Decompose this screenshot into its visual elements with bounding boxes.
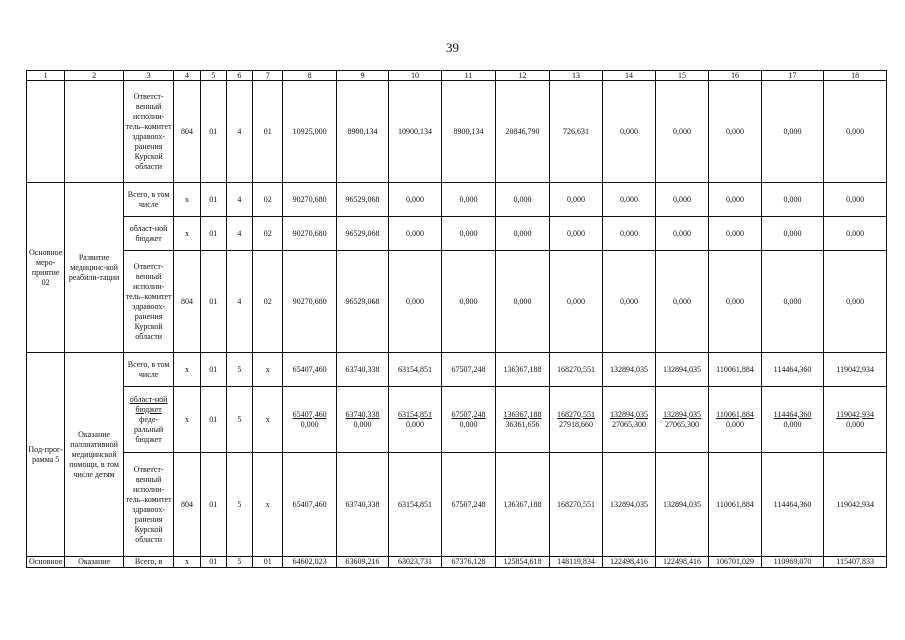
cell-value: 132894,035 (655, 353, 708, 387)
cell-value: 90270,680 (283, 183, 336, 217)
cell-code: 01 (200, 353, 226, 387)
cell-value: 63154,851 (398, 409, 433, 419)
cell-value: 0,000 (846, 419, 865, 429)
cell-value: 110061,884 (709, 353, 761, 387)
cell-value: 136367,188 (496, 353, 549, 387)
cell-value: 0,000 (709, 217, 761, 251)
cell-description: Всего, в том числе (123, 353, 173, 387)
cell-value: 63740,338 (336, 453, 388, 557)
cell-value: 0,000 (603, 81, 655, 183)
cell-value: 67376,128 (441, 557, 496, 568)
cell-value-pair (336, 387, 388, 453)
cell-code: 01 (200, 453, 226, 557)
cell-value: 0,000 (441, 183, 496, 217)
cell-event-title: Развитие медицинс-кой реабили-тации (65, 183, 124, 353)
cell-value: 114464,360 (773, 409, 812, 419)
cell-value: 63154,851 (389, 453, 441, 557)
cell-value: 110061,884 (716, 409, 754, 419)
cell-code: 01 (200, 81, 226, 183)
cell-value-pair (603, 387, 655, 453)
cell-value: 8900,134 (336, 81, 388, 183)
cell-value: 119042,934 (836, 409, 874, 419)
cell-value: 0,000 (389, 251, 441, 353)
cell-code: 5 (226, 557, 252, 568)
cell-code: 02 (253, 183, 283, 217)
cell-description: Ответст-венный исполни-тель–комитет здравоох-ранения Курской области (123, 251, 173, 353)
cell-description: Всего, в том числе (123, 183, 173, 217)
cell-value: 132894,035 (603, 353, 655, 387)
table-row (27, 353, 887, 387)
cell-code: 5 (226, 387, 252, 453)
cell-value: 0,000 (406, 419, 425, 429)
cell-value: 64602,023 (283, 557, 336, 568)
cell-value: 67507,248 (441, 453, 496, 557)
page-number: 39 (446, 40, 459, 55)
col-header: 5 (200, 71, 226, 81)
header-row (27, 71, 887, 81)
cell-value: 0,000 (496, 217, 549, 251)
cell-description: Ответст-венный исполни-тель–комитет здравоох-ранения Курской области (123, 81, 173, 183)
cell-value: 114464,360 (761, 353, 824, 387)
cell-code: х (174, 557, 200, 568)
cell-value: 0,000 (655, 217, 708, 251)
cell-code: 804 (174, 81, 200, 183)
table-row (27, 81, 887, 183)
cell-value: 0,000 (709, 81, 761, 183)
cell-code: 01 (200, 251, 226, 353)
col-header: 13 (549, 71, 602, 81)
cell-value: 67507,248 (441, 353, 496, 387)
cell-value: 27065,300 (664, 419, 699, 429)
cell-value: 0,000 (603, 217, 655, 251)
cell-value-pair (549, 387, 602, 453)
cell-value: 168270,551 (557, 409, 595, 419)
cell-value: 63740,338 (345, 409, 380, 419)
col-header: 18 (824, 71, 887, 81)
cell-value: 0,000 (824, 217, 887, 251)
cell-value: 0,000 (783, 419, 802, 429)
cell-code: 4 (226, 251, 252, 353)
cell-event-name: Основное меро-приятие 02 (27, 183, 65, 353)
cell-value: 63023,731 (389, 557, 441, 568)
cell-code: 804 (174, 453, 200, 557)
cell-code: 01 (200, 387, 226, 453)
table-row (27, 453, 887, 557)
cell-code: 01 (253, 81, 283, 183)
cell-value: 0,000 (655, 81, 708, 183)
col-header: 14 (603, 71, 655, 81)
cell-description: Всего, в (123, 557, 173, 568)
cell-code: х (174, 353, 200, 387)
cell-value: 132894,035 (662, 409, 701, 419)
cell-value: 132894,035 (655, 453, 708, 557)
cell-value: 119042,934 (824, 353, 887, 387)
cell-value: 136367,188 (503, 409, 542, 419)
col-header: 11 (441, 71, 496, 81)
cell-value: 0,000 (725, 419, 744, 429)
cell-value: 114464,360 (761, 453, 824, 557)
col-header: 7 (253, 71, 283, 81)
cell-value: 0,000 (389, 183, 441, 217)
col-header: 8 (283, 71, 336, 81)
cell-value: 96529,068 (336, 183, 388, 217)
cell-value: 0,000 (300, 419, 319, 429)
cell-code: 5 (226, 353, 252, 387)
cell-value: 0,000 (655, 251, 708, 353)
cell-value: 8900,134 (441, 81, 496, 183)
cell-value: 132894,035 (603, 453, 655, 557)
cell-value: 63740,338 (336, 353, 388, 387)
cell-value: 122498,416 (655, 557, 708, 568)
cell-value: 0,000 (709, 251, 761, 353)
cell-code: 804 (174, 251, 200, 353)
col-header: 12 (496, 71, 549, 81)
cell-value: 168270,551 (549, 353, 602, 387)
cell-value: 122498,416 (603, 557, 655, 568)
cell-value: 119042,934 (824, 453, 887, 557)
cell-value: 0,000 (549, 217, 602, 251)
cell-value: 10900,134 (389, 81, 441, 183)
cell-value: 168270,551 (549, 453, 602, 557)
col-header: 4 (174, 71, 200, 81)
cell-code: х (253, 453, 283, 557)
cell-value-pair (283, 387, 336, 453)
cell-code: 01 (253, 557, 283, 568)
cell-value: 0,000 (761, 183, 824, 217)
cell-description: Ответст-венный исполни-тель–комитет здравоох-ранения Курской области (123, 453, 173, 557)
cell-value: 110061,884 (709, 453, 761, 557)
cell-description: област-ной бюджет (123, 217, 173, 251)
cell-code: 4 (226, 217, 252, 251)
cell-value: 0,000 (761, 81, 824, 183)
cell-value: 0,000 (496, 183, 549, 217)
cell-value: 125854,618 (496, 557, 549, 568)
cell-value: 0,000 (549, 251, 602, 353)
cell-value: 36361,656 (505, 419, 540, 429)
col-header: 9 (336, 71, 388, 81)
cell-value: 0,000 (761, 251, 824, 353)
col-header: 3 (123, 71, 173, 81)
col-header: 17 (761, 71, 824, 81)
cell-value: 110969,070 (761, 557, 824, 568)
cell-value: 27918,660 (559, 419, 593, 429)
table-row (27, 183, 887, 217)
cell-code: 01 (200, 217, 226, 251)
cell-value: 0,000 (459, 419, 478, 429)
cell-description-federal: феде-ральный бюджет (134, 414, 164, 444)
cell-value: 0,000 (824, 251, 887, 353)
cell-value: 0,000 (824, 183, 887, 217)
cell-value: 65407,460 (283, 453, 336, 557)
col-header: 16 (709, 71, 761, 81)
cell-value: 96529,068 (336, 251, 388, 353)
cell-value-pair (655, 387, 708, 453)
cell-code: 02 (253, 251, 283, 353)
cell-value: 0,000 (603, 183, 655, 217)
cell-value: 0,000 (761, 217, 824, 251)
cell-value: 65407,460 (283, 353, 336, 387)
cell-code: 01 (200, 183, 226, 217)
cell-code: х (174, 217, 200, 251)
cell-value: 65407,460 (292, 409, 327, 419)
cell-value: 96529,068 (336, 217, 388, 251)
cell-value: 67507,248 (451, 409, 486, 419)
cell-value: 0,000 (824, 81, 887, 183)
cell-value: 0,000 (603, 251, 655, 353)
cell-value: 115407,833 (824, 557, 887, 568)
cell-value-pair (761, 387, 824, 453)
cell-code: х (174, 387, 200, 453)
cell-subprogram-title: Оказание паллиативной медицинской помощи, в том числе детям (65, 353, 124, 557)
cell-value: 0,000 (496, 251, 549, 353)
cell-event-title: Оказание (65, 557, 124, 568)
cell-code: 02 (253, 217, 283, 251)
cell-value: 0,000 (389, 217, 441, 251)
cell-value: 0,000 (709, 183, 761, 217)
cell-value: 726,631 (549, 81, 602, 183)
cell-value: 0,000 (441, 217, 496, 251)
cell-value: 20846,790 (496, 81, 549, 183)
table-row (27, 251, 887, 353)
table-row (27, 557, 887, 568)
cell-value: 132894,035 (609, 409, 648, 419)
table-row (27, 387, 887, 453)
cell-value: 106701,029 (709, 557, 761, 568)
col-header: 10 (389, 71, 441, 81)
cell-value: 0,000 (353, 419, 372, 429)
col-header: 2 (65, 71, 124, 81)
cell-value: 0,000 (441, 251, 496, 353)
cell-code: х (253, 353, 283, 387)
cell-value: 148119,834 (549, 557, 602, 568)
cell-value-pair (389, 387, 441, 453)
cell-value: 136367,188 (496, 453, 549, 557)
cell-event-name: Основное (27, 557, 65, 568)
cell-value-pair (824, 387, 887, 453)
cell-description-regional: област-ной бюджет (129, 394, 168, 414)
cell-empty (65, 81, 124, 183)
cell-value: 90270,680 (283, 217, 336, 251)
cell-code: х (253, 387, 283, 453)
cell-description (123, 387, 173, 453)
col-header: 1 (27, 71, 65, 81)
cell-value: 63609,216 (336, 557, 388, 568)
cell-value: 0,000 (549, 183, 602, 217)
cell-value-pair (441, 387, 496, 453)
cell-empty (27, 81, 65, 183)
budget-table (26, 70, 887, 568)
cell-subprogram-name: Под-прог-рамма 5 (27, 353, 65, 557)
cell-code: х (174, 183, 200, 217)
col-header: 6 (226, 71, 252, 81)
cell-code: 4 (226, 81, 252, 183)
cell-value: 10925,000 (283, 81, 336, 183)
cell-code: 01 (200, 557, 226, 568)
col-header: 15 (655, 71, 708, 81)
cell-code: 5 (226, 453, 252, 557)
cell-code: 4 (226, 183, 252, 217)
cell-value-pair (709, 387, 761, 453)
cell-value: 0,000 (655, 183, 708, 217)
cell-value: 27065,300 (611, 419, 646, 429)
cell-value: 90270,680 (283, 251, 336, 353)
cell-value: 63154,851 (389, 353, 441, 387)
cell-value-pair (496, 387, 549, 453)
table-row (27, 217, 887, 251)
